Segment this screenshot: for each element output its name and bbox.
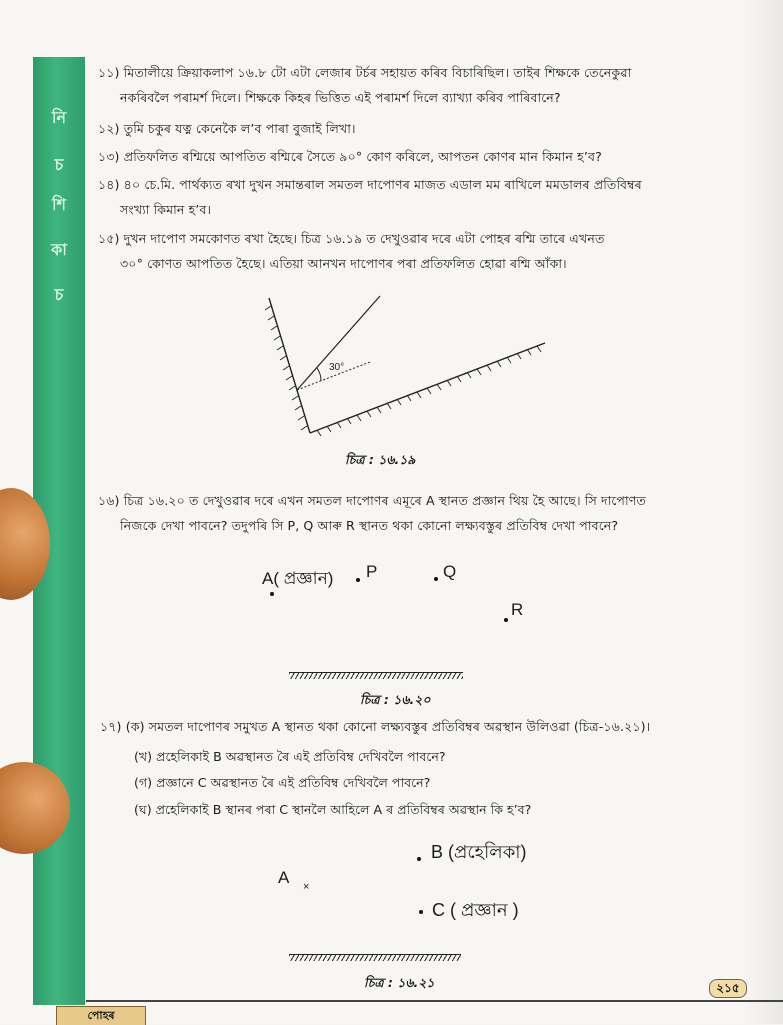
point-c-label: C ( প্ৰজ্ঞান ) — [432, 900, 519, 920]
question-17-part-c: (গ) প্ৰজ্ঞানে C অৱস্থানত ৰৈ এই প্ৰতিবিম্ব দেখিবলৈ পাবনে? — [134, 775, 431, 790]
point-a-label: A — [278, 868, 290, 887]
question-14 — [98, 172, 728, 222]
question-text: (ক) সমতল দাপোণৰ সমুখত A স্থানত থকা কোনো লক্ষ্যবস্তুৰ প্ৰতিবিম্বৰ অৱস্থান উলিওৱা (চিত্ৰ-১৬.২১)। — [125, 719, 651, 734]
point-b-dot — [417, 857, 421, 861]
point-c-dot — [419, 910, 423, 914]
question-number: ১৪) — [98, 177, 120, 192]
point-b-label: B (প্ৰহেলিকা) — [431, 842, 527, 862]
question-number: ১৫) — [98, 231, 120, 246]
sidebar-glyph: কা — [51, 240, 67, 259]
figure-16-19-caption: চিত্ৰ : ১৬.১৯ — [345, 452, 416, 467]
angle-arc — [317, 368, 321, 381]
point-a-label: A( প্ৰজ্ঞান) — [262, 569, 334, 588]
point-r-label: R — [511, 600, 524, 619]
question-12 — [98, 116, 728, 141]
question-text: প্ৰতিফলিত ৰশ্মিয়ে আপতিত ৰশ্মিৰে সৈতে ৯০° কোণ কৰিলে, আপতন কোণৰ মান কিমান হ’ব? — [123, 149, 602, 164]
sidebar-glyph: শি — [51, 195, 67, 214]
question-text: দুখন দাপোণ সমকোণত ৰখা হৈছে। চিত্ৰ ১৬.১৯ ত দেখুওৱাৰ দৰে এটা পোহৰ ৰশ্মি তাৰে এখনত — [123, 231, 605, 246]
question-13 — [98, 144, 728, 169]
question-number: ১৬) — [98, 493, 120, 508]
question-text: মিতালীয়ে ক্রিয়াকলাপ ১৬.৮ টো এটা লেজাৰ টৰ্চৰ সহায়ত কৰিব বিচাৰিছিল। তাইৰ শিক্ষকে তেনেকুৱা — [123, 65, 632, 80]
question-number: ১১) — [98, 65, 120, 80]
chapter-footer-tab: পোহৰ — [56, 1006, 146, 1025]
question-17-part-d: (ঘ) প্ৰহেলিকাই B স্থানৰ পৰা C স্থানলৈ আহিলে A ৰ প্ৰতিবিম্বৰ অৱস্থান কি হ’ব? — [134, 802, 532, 817]
question-text: ৩০° কোণত আপতিত হৈছে। এতিয়া আনখন দাপোণৰ পৰা প্ৰতিফলিত হোৱা ৰশ্মি আঁকা। — [120, 256, 567, 271]
page-edge-shadow — [743, 0, 783, 1024]
question-17 — [100, 714, 740, 739]
point-p-dot — [356, 578, 360, 582]
mirror-left — [269, 298, 310, 433]
question-17-part-b: (খ) প্ৰহেলিকাই B অৱস্থানত ৰৈ এই প্ৰতিবিম্ব দেখিবলৈ পাবনে? — [134, 749, 446, 764]
point-p-label: P — [366, 562, 378, 581]
page-number: ২১৫ — [709, 979, 747, 998]
point-q-label: Q — [443, 562, 457, 581]
sidebar-glyph: নি — [51, 108, 67, 127]
mirror-left-hatching — [265, 306, 307, 430]
question-number: ১৭) — [100, 719, 122, 734]
mirror-16-20-hatching — [289, 673, 463, 679]
figure-16-21-caption: চিত্ৰ : ১৬.২১ — [364, 975, 435, 990]
point-a-cross: × — [303, 881, 310, 893]
question-text: নিজকে দেখা পাবনে? তদুপৰি সি P, Q আৰু R স্থানত থকা কোনো লক্ষ্যবস্তুৰ প্ৰতিবিম্ব দেখা পাবনে? — [120, 518, 619, 533]
question-text: সংখ্যা কিমান হ’ব। — [120, 202, 212, 217]
angle-label: 30° — [329, 362, 345, 373]
figure-16-20-caption: চিত্ৰ : ১৬.২০ — [360, 692, 431, 707]
question-15 — [98, 226, 728, 276]
question-number: ১৩) — [98, 149, 120, 164]
question-text: তুমি চকুৰ যত্ন কেনেকৈ ল’ব পাৰা বুজাই লিখা। — [123, 121, 356, 136]
question-text: নকৰিবলৈ পৰামৰ্শ দিলে। শিক্ষকে কিহৰ ভিত্তিত এই পৰামৰ্শ দিলে ব্যাখ্যা কৰিব পাৰিবানে? — [120, 90, 561, 105]
question-text: চিত্ৰ ১৬.২০ ত দেখুওৱাৰ দৰে এখন সমতল দাপোণৰ এমূৰে A স্থানত প্ৰজ্ঞান থিয় হৈ আছে। সি দাপোণত — [123, 493, 646, 508]
sidebar-glyph: চ — [54, 155, 64, 174]
incident-ray — [297, 296, 380, 390]
figure-16-19-diagram — [255, 288, 555, 438]
question-11 — [98, 60, 728, 110]
question-text: ৪০ চে.মি. পাৰ্থক্যত ৰখা দুখন সমান্তৰাল সমতল দাপোণৰ মাজত এডাল মম ৰাখিলে মমডালৰ প্ৰতিবিম্বৰ — [123, 177, 642, 192]
point-a-dot — [270, 592, 274, 596]
question-16 — [98, 488, 728, 538]
bottom-rule — [86, 1000, 783, 1002]
mirror-bottom-hatching — [317, 346, 541, 436]
sidebar-glyph: চ — [54, 285, 64, 304]
question-number: ১২) — [98, 121, 120, 136]
point-r-dot — [504, 618, 508, 622]
point-q-dot — [434, 577, 438, 581]
mirror-16-21-hatching — [289, 955, 461, 961]
